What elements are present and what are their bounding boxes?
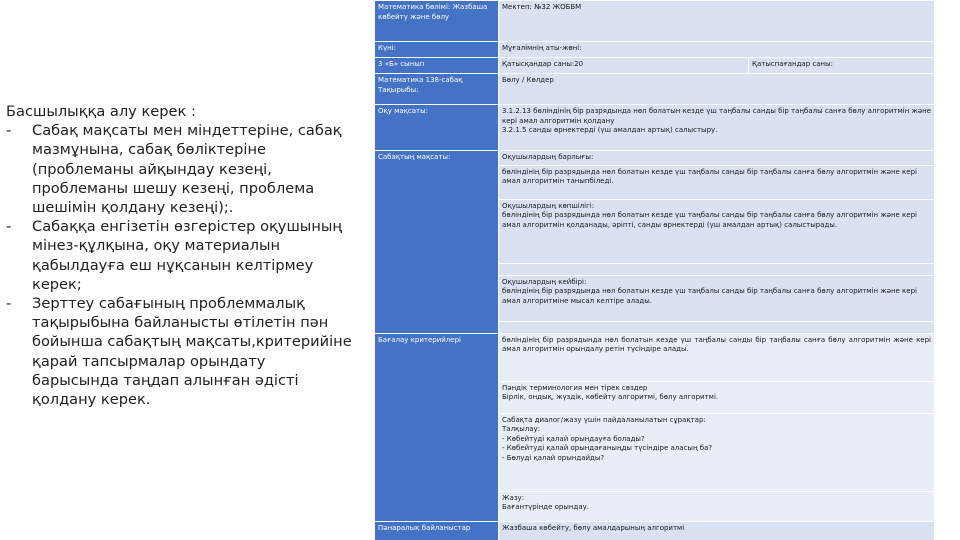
table-row [375,521,935,540]
questions-cell [499,413,935,491]
criteria-text: бөліндінің бір разрядында нөл болатын кезде үш таңбалы санды бір таңбалы санға бөлу алгоритмін және кері амал алгоритмін орындалу ретін түсіндіре алады. [499,333,935,381]
interdisciplinary-label: Пәнаралық байланыстар [375,521,499,540]
goal-many-title: Оқушылардың көпшілігі: [502,201,595,210]
terms-text: Бірлік, ондық, жүздік, көбейту алгоритмі, бөлу алгоритмі. [502,393,719,401]
topic-label: Математика 138-сабақ Тақырыбы: [375,74,499,105]
criteria-label: Бағалау критерийлері [375,333,499,521]
learning-goal-line: 3.2.1.5 санды өрнектерді (үш амалдан артық) салыстыру. [502,126,718,134]
questions-sub: Талқылау: [502,425,541,433]
lesson-goals-label: Сабақтың мақсаты: [375,151,499,334]
question-item: - Көбейтуді қалай орындауға болады? [502,434,645,443]
date-label: Күні: [375,42,499,58]
goal-many-cell [499,199,935,263]
terms-cell [499,381,935,413]
bullet-dash: - [6,295,12,313]
bullet-dash: - [6,218,12,236]
class-label: 3 «Б» сынып [375,58,499,74]
writing-text: Бағантүрінде орындау. [502,503,589,511]
question-item: - Көбейтуді қалай орындағаныңды түсіндіре аласың ба? [502,444,713,452]
learning-goal-cell [499,105,935,151]
school-cell: Мектеп: №32 ЖОББМ [499,1,935,42]
section-label: Математика бөлімі: Жазбаша көбейту және бөлу [375,1,499,42]
notes-item [6,121,356,217]
table-row [375,105,935,151]
writing-cell [499,491,935,521]
present-cell: Қатысқандар саны:20 [499,58,749,74]
table-row [375,333,935,381]
goal-all-title: Оқушылардың барлығы: [499,151,935,166]
topic-cell: Бөлу / Көлдер [499,74,935,105]
interdisciplinary-cell: Жазбаша көбейту, бөлу амалдарының алгоритмі [499,521,935,540]
goal-some-cell [499,275,935,321]
notes-list [6,121,356,409]
goal-all-text: бөліндінің бір разрядында нөл болатын кезде үш таңбалы санды бір таңбалы санға бөлу алгоритмін және кері амал алгоритмін таныпбіледі. [499,165,935,199]
table-row [375,1,935,42]
absent-cell: Қатыспағандар саны: [749,58,935,74]
learning-goal-label: Оқу мақсаты: [375,105,499,151]
notes-lead: Басшылыққа алу керек : [6,103,196,120]
table-row [375,42,935,58]
notes-item-text: Сабақ мақсаты мен міндеттеріне, сабақ мазмұнына, сабақ бөліктеріне (проблеманы айқындау кезеңі, проблеманы шешу кезеңі, проблема шешімін қолдану кезеңі);. [32,122,342,217]
notes-panel [6,102,356,409]
table-row [375,151,935,166]
goal-some-title: Оқушылардың кейбірі: [502,277,587,286]
notes-item-text: Сабаққа енгізетін өзгерістер оқушының мінез-құлқына, оқу материалын қабылдауға еш нұқсанын келтірмеу керек; [32,218,343,293]
notes-item [6,217,356,294]
learning-goal-line: 3.1.2.13 бөліндінің бір разрядында нөл болатын кезде үш таңбалы санды бір таңбалы санға бөлу алгоритмін және кері амал алгоритмін қолдану [502,107,931,125]
spacer-cell [499,263,935,275]
notes-item [6,294,356,409]
table-row [375,58,935,74]
table-row [375,74,935,105]
goal-many-text: бөліндінің бір разрядында нөл болатын кезде үш таңбалы санды бір таңбалы санға бөлу алгоритмін және кері амал алгоритмін қолданады, әріпті, санды өрнектерді (үш амалдан артық) салыстырады. [502,211,917,229]
teacher-cell: Мұғалімнің аты-жөні: [499,42,935,58]
bullet-dash: - [6,122,12,140]
writing-title: Жазу: [502,493,525,502]
question-item: - Бөлуді қалай орындайды? [502,453,605,462]
spacer-cell [499,321,935,333]
lesson-plan-table [374,0,934,540]
terms-title: Пәндік терминология мен тірек сөздер [502,383,648,392]
questions-title: Сабақта диалог/жазу үшін пайдаланылатын сұрақтар: [502,415,706,424]
notes-item-text: Зерттеу сабағының проблеммалық тақырыбына байланысты өтілетін пән бойынша сабақтың мақсаты,критерийіне қарай тапсырмалар орындату барысында таңдап алынған әдісті қолдану керек. [32,295,352,409]
goal-some-text: бөліндінің бір разрядында нөл болатын кезде үш таңбалы санды бір таңбалы санға бөлу алгоритмін және кері амал алгоритміне мысал келтіре алады. [502,287,917,305]
